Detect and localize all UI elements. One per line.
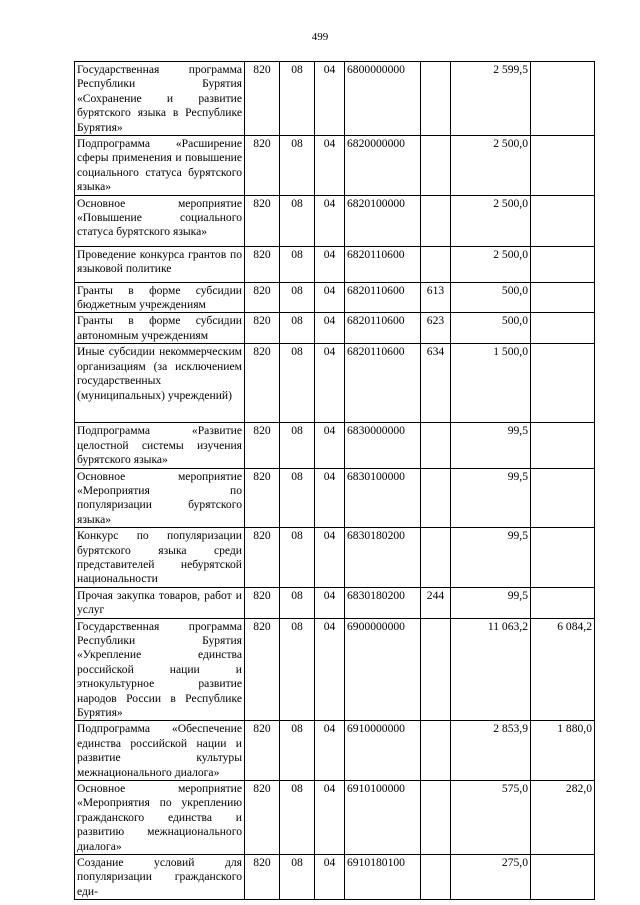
amount-extra — [531, 62, 595, 136]
section-code: 08 — [280, 195, 315, 246]
admin-code: 820 — [245, 618, 280, 721]
table-row — [75, 468, 595, 528]
target-article-code: 6800000000 — [345, 62, 421, 136]
row-name: Создание условий для популяризации гражданского еди- — [75, 855, 245, 900]
table-row — [75, 246, 595, 282]
expense-type-code — [421, 528, 451, 588]
amount: 1 500,0 — [451, 344, 531, 423]
expense-type-code — [421, 423, 451, 468]
section-code: 08 — [280, 423, 315, 468]
subsection-code: 04 — [315, 344, 345, 423]
section-code: 08 — [280, 313, 315, 344]
amount: 99,5 — [451, 468, 531, 528]
target-article-code: 6830100000 — [345, 468, 421, 528]
section-code: 08 — [280, 136, 315, 196]
expense-type-code: 623 — [421, 313, 451, 344]
row-name: Конкурс по популяризации бурятского языка среди представителей небурятской национальности — [75, 528, 245, 588]
admin-code: 820 — [245, 855, 280, 900]
subsection-code: 04 — [315, 313, 345, 344]
section-code: 08 — [280, 528, 315, 588]
section-code: 08 — [280, 282, 315, 313]
amount-extra — [531, 195, 595, 246]
table-row — [75, 136, 595, 196]
amount: 500,0 — [451, 313, 531, 344]
expense-type-code — [421, 781, 451, 855]
expense-type-code — [421, 618, 451, 721]
subsection-code: 04 — [315, 62, 345, 136]
amount: 99,5 — [451, 587, 531, 618]
section-code: 08 — [280, 344, 315, 423]
expense-type-code — [421, 246, 451, 282]
section-code: 08 — [280, 587, 315, 618]
row-name: Проведение конкурса грантов по языковой политике — [75, 246, 245, 282]
amount-extra — [531, 282, 595, 313]
expense-type-code: 634 — [421, 344, 451, 423]
expense-type-code — [421, 136, 451, 196]
admin-code: 820 — [245, 62, 280, 136]
table-row — [75, 344, 595, 423]
table-row — [75, 313, 595, 344]
page-number: 499 — [311, 31, 329, 43]
row-name: Основное мероприятие «Мероприятия по популяризации бурятского языка» — [75, 468, 245, 528]
subsection-code: 04 — [315, 468, 345, 528]
admin-code: 820 — [245, 587, 280, 618]
target-article-code: 6830180200 — [345, 587, 421, 618]
amount-extra — [531, 136, 595, 196]
table-row — [75, 62, 595, 136]
row-name: Иные субсидии некоммерческим организациям (за исключением государственных (муниципальных) учреждений) — [75, 344, 245, 423]
target-article-code: 6820110600 — [345, 246, 421, 282]
admin-code: 820 — [245, 136, 280, 196]
amount-extra — [531, 468, 595, 528]
budget-table — [74, 61, 595, 900]
expense-type-code — [421, 721, 451, 781]
amount-extra: 282,0 — [531, 781, 595, 855]
admin-code: 820 — [245, 528, 280, 588]
amount: 99,5 — [451, 528, 531, 588]
row-name: Подпрограмма «Обеспечение единства российской нации и развитие культуры межнационального диалога» — [75, 721, 245, 781]
target-article-code: 6910000000 — [345, 721, 421, 781]
subsection-code: 04 — [315, 136, 345, 196]
amount: 500,0 — [451, 282, 531, 313]
section-code: 08 — [280, 468, 315, 528]
amount: 2 500,0 — [451, 136, 531, 196]
admin-code: 820 — [245, 721, 280, 781]
table-row — [75, 587, 595, 618]
table-row — [75, 528, 595, 588]
admin-code: 820 — [245, 781, 280, 855]
amount: 2 599,5 — [451, 62, 531, 136]
expense-type-code: 244 — [421, 587, 451, 618]
admin-code: 820 — [245, 282, 280, 313]
table-row — [75, 721, 595, 781]
amount-extra — [531, 528, 595, 588]
amount-extra — [531, 423, 595, 468]
target-article-code: 6910180100 — [345, 855, 421, 900]
row-name: Гранты в форме субсидии автономным учреждениям — [75, 313, 245, 344]
row-name: Основное мероприятие «Мероприятия по укреплению гражданского единства и развитию межнационального диалога» — [75, 781, 245, 855]
row-name: Государственная программа Республики Бурятия «Укрепление единства российской нации и этнокультурное развитие народов России в Республике Бурятия» — [75, 618, 245, 721]
row-name: Подпрограмма «Развитие целостной системы изучения бурятского языка» — [75, 423, 245, 468]
target-article-code: 6820110600 — [345, 282, 421, 313]
section-code: 08 — [280, 721, 315, 781]
row-name: Государственная программа Республики Бурятия «Сохранение и развитие бурятского языка в Республике Бурятия» — [75, 62, 245, 136]
expense-type-code — [421, 62, 451, 136]
amount: 2 853,9 — [451, 721, 531, 781]
target-article-code: 6900000000 — [345, 618, 421, 721]
target-article-code: 6820000000 — [345, 136, 421, 196]
amount-extra — [531, 344, 595, 423]
expense-type-code — [421, 195, 451, 246]
section-code: 08 — [280, 855, 315, 900]
row-name: Подпрограмма «Расширение сферы применения и повышение социального статуса бурятского языка» — [75, 136, 245, 196]
subsection-code: 04 — [315, 195, 345, 246]
row-name: Основное мероприятие «Повышение социального статуса бурятского языка» — [75, 195, 245, 246]
row-name: Гранты в форме субсидии бюджетным учреждениям — [75, 282, 245, 313]
section-code: 08 — [280, 618, 315, 721]
amount: 2 500,0 — [451, 246, 531, 282]
row-name: Прочая закупка товаров, работ и услуг — [75, 587, 245, 618]
amount-extra — [531, 855, 595, 900]
target-article-code: 6830180200 — [345, 528, 421, 588]
table-row — [75, 618, 595, 721]
amount-extra: 6 084,2 — [531, 618, 595, 721]
subsection-code: 04 — [315, 528, 345, 588]
amount: 99,5 — [451, 423, 531, 468]
table-row — [75, 781, 595, 855]
expense-type-code — [421, 468, 451, 528]
amount: 11 063,2 — [451, 618, 531, 721]
section-code: 08 — [280, 781, 315, 855]
subsection-code: 04 — [315, 423, 345, 468]
amount: 275,0 — [451, 855, 531, 900]
amount: 575,0 — [451, 781, 531, 855]
subsection-code: 04 — [315, 282, 345, 313]
target-article-code: 6820110600 — [345, 313, 421, 344]
target-article-code: 6910100000 — [345, 781, 421, 855]
subsection-code: 04 — [315, 781, 345, 855]
amount-extra — [531, 313, 595, 344]
amount-extra: 1 880,0 — [531, 721, 595, 781]
target-article-code: 6820110600 — [345, 344, 421, 423]
target-article-code: 6820100000 — [345, 195, 421, 246]
subsection-code: 04 — [315, 246, 345, 282]
admin-code: 820 — [245, 195, 280, 246]
section-code: 08 — [280, 62, 315, 136]
admin-code: 820 — [245, 344, 280, 423]
admin-code: 820 — [245, 423, 280, 468]
expense-type-code: 613 — [421, 282, 451, 313]
amount-extra — [531, 246, 595, 282]
amount: 2 500,0 — [451, 195, 531, 246]
admin-code: 820 — [245, 313, 280, 344]
subsection-code: 04 — [315, 721, 345, 781]
subsection-code: 04 — [315, 587, 345, 618]
admin-code: 820 — [245, 246, 280, 282]
amount-extra — [531, 587, 595, 618]
table-row — [75, 195, 595, 246]
subsection-code: 04 — [315, 855, 345, 900]
table-row — [75, 282, 595, 313]
section-code: 08 — [280, 246, 315, 282]
subsection-code: 04 — [315, 618, 345, 721]
admin-code: 820 — [245, 468, 280, 528]
expense-type-code — [421, 855, 451, 900]
table-row — [75, 855, 595, 900]
target-article-code: 6830000000 — [345, 423, 421, 468]
table-row — [75, 423, 595, 468]
